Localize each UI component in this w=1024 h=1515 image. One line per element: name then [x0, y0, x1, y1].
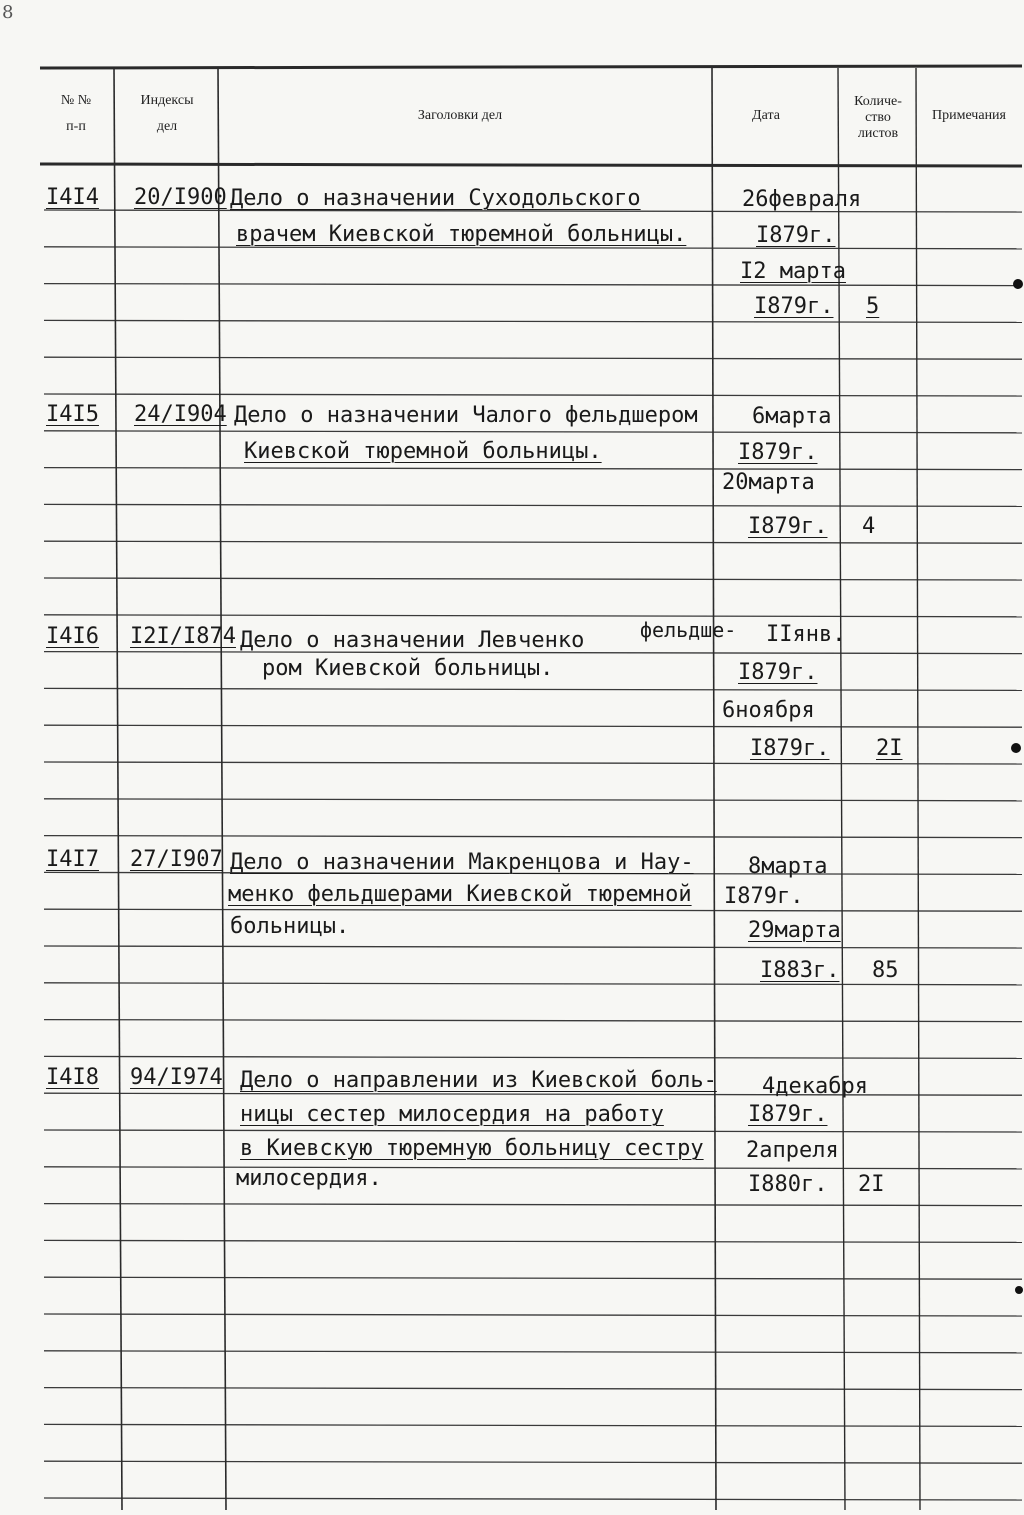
ruled-line: [44, 1498, 1022, 1500]
ruled-line: [44, 1388, 1022, 1390]
header-sheet-count-line: ство: [865, 110, 891, 126]
record-number: I4I7: [46, 847, 99, 872]
ruled-line: [44, 1093, 1022, 1095]
header-index-label: Индексы: [140, 93, 194, 108]
ruled-line: [44, 431, 1022, 433]
corner-mark: 8: [2, 2, 14, 23]
ruled-line: [44, 578, 1022, 580]
record-sheet-count: 2I: [858, 1172, 885, 1197]
punch-hole-mark: [1013, 279, 1023, 289]
ruled-line: [44, 1130, 1022, 1132]
record-date-line: I880г.: [748, 1172, 828, 1197]
record-title-line: Дело о назначении Левченко: [240, 628, 585, 653]
ruled-line: [44, 1204, 1022, 1206]
record-date-line: 20марта: [722, 470, 815, 495]
record-title-line: ром Киевской больницы.: [262, 656, 554, 681]
ruled-line: [44, 284, 1022, 286]
header-title: Заголовки дел: [417, 108, 503, 123]
record-date-line: I2 марта: [740, 259, 846, 284]
punch-hole-mark: [1011, 743, 1021, 753]
ruled-line: [44, 247, 1022, 249]
record-sheet-count: 85: [872, 958, 899, 983]
ruled-line: [44, 394, 1022, 396]
ruled-line: [44, 504, 1022, 506]
record-date-line: I879г.: [738, 440, 818, 465]
record-title-line: Дело о назначении Макренцова и Нау-: [230, 850, 694, 875]
header-number: [44, 93, 108, 135]
ruled-line: [44, 615, 1022, 617]
record-date-line: I883г.: [760, 958, 840, 983]
record-title-line: Дело о назначении Суходольского: [230, 186, 641, 211]
ruled-line: [44, 1277, 1022, 1279]
record-date-line: 4декабря: [762, 1074, 868, 1099]
record-date-line: I879г.: [748, 1102, 828, 1127]
ruled-line: [44, 946, 1022, 948]
ruled-line: [44, 688, 1022, 690]
ruled-line: [44, 1167, 1022, 1169]
header-index-sub: дел: [156, 119, 178, 135]
record-title-line: Дело о назначении Чалого фельдшером: [234, 403, 698, 428]
record-index: 24/I904: [134, 402, 227, 427]
ruled-line: [44, 1020, 1022, 1022]
ruled-line: [44, 468, 1022, 470]
record-date-line: I879г.: [754, 294, 834, 319]
ruled-line: [44, 725, 1022, 727]
record-date-line: 6ноября: [722, 698, 815, 723]
ruled-line: [44, 762, 1022, 764]
top-rule: [40, 66, 1022, 68]
record-date-line: 26февраля: [742, 187, 862, 212]
record-title-line: больницы.: [230, 914, 350, 939]
header-sheet-count: [840, 94, 916, 142]
record-title-line: милосердия.: [236, 1166, 382, 1191]
record-date-line: I879г.: [748, 514, 828, 539]
record-title-line: в Киевскую тюремную больницу сестру: [240, 1136, 704, 1161]
record-number: I4I5: [46, 402, 99, 427]
header-number-label: № №: [60, 93, 92, 108]
ruled-line: [44, 1056, 1022, 1058]
record-number: I4I4: [46, 185, 99, 210]
column-divider-sheets: [838, 68, 845, 1510]
record-index: 27/I907: [130, 847, 223, 872]
ruled-line: [44, 1351, 1022, 1353]
header-rule: [40, 164, 1022, 166]
record-title-line: врачем Киевской тюремной больницы.: [236, 222, 687, 247]
record-index: 20/I900: [134, 185, 227, 210]
record-date-line: I879г.: [756, 223, 836, 248]
record-title-line: Киевской тюремной больницы.: [244, 439, 602, 464]
record-date-line: 8марта: [748, 854, 828, 879]
header-date: Дата: [752, 108, 780, 123]
record-date-line: 6марта: [752, 404, 832, 429]
record-date-line: I879г.: [750, 736, 830, 761]
record-date-line: I879г.: [738, 660, 818, 685]
record-title-line: ницы сестер милосердия на работу: [240, 1102, 664, 1127]
column-divider-date: [712, 68, 716, 1510]
record-title-line: менко фельдшерами Киевской тюремной: [228, 882, 692, 907]
ruled-line: [44, 357, 1022, 359]
column-divider-notes: [916, 68, 920, 1510]
ruled-line: [44, 909, 1022, 911]
punch-hole-mark: [1015, 1286, 1023, 1294]
record-sheet-count: 5: [866, 294, 880, 319]
record-index: 94/I974: [130, 1065, 223, 1090]
record-date-line: I879г.: [724, 884, 804, 909]
ruled-line: [44, 836, 1022, 838]
record-date-line: IIянв.: [766, 622, 846, 647]
record-index: I2I/I874: [130, 624, 236, 649]
ruled-line: [44, 1461, 1022, 1463]
header-notes: Примечания: [931, 108, 1006, 123]
header-index: [122, 93, 212, 135]
record-date-line: 2апреля: [746, 1138, 839, 1163]
record-title-line: Дело о направлении из Киевской боль-: [240, 1068, 717, 1093]
record-title-insert: фельдше-: [640, 618, 737, 642]
ruled-line: [44, 1424, 1022, 1426]
record-sheet-count: 2I: [876, 736, 903, 761]
ruled-line: [44, 799, 1022, 801]
ruled-line: [44, 1314, 1022, 1316]
ruled-line: [44, 983, 1022, 985]
header-number-sub: п-п: [66, 119, 86, 135]
record-number: I4I8: [46, 1065, 99, 1090]
record-date-line: 29марта: [748, 918, 841, 943]
record-number: I4I6: [46, 624, 99, 649]
header-sheet-count-line: листов: [857, 126, 899, 142]
ruled-line: [44, 320, 1022, 322]
ruled-line: [44, 541, 1022, 543]
record-sheet-count: 4: [862, 514, 876, 539]
ruled-line: [44, 1240, 1022, 1242]
header-sheet-count-line: Количе-: [854, 94, 902, 109]
